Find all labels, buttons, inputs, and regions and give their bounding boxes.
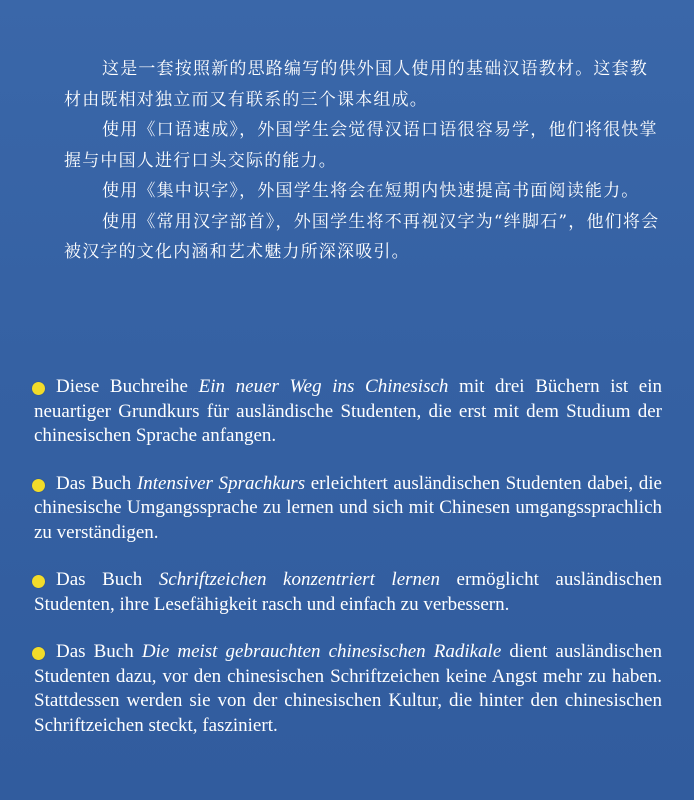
chinese-paragraph-intro: 这是一套按照新的思路编写的供外国人使用的基础汉语教材。这套教材由既相对独立而又有联系的三个课本组成。: [64, 59, 648, 110]
german-item-radicals: [34, 640, 662, 738]
yellow-bullet-icon: [32, 575, 45, 588]
book-title: Die meist gebrauchten chinesischen Radikale: [141, 641, 502, 662]
german-item-text: Das Buch Intensiver Sprachkurs erleichtert ausländischen Studenten dabei, die chinesische Umgangssprache zu lernen und sich mit Chinesen umgangssprachlich zu verständigen.: [34, 472, 662, 543]
chinese-description: [64, 54, 664, 268]
book-title: Schriftzeichen konzentriert lernen: [158, 569, 440, 590]
german-item-text: Das Buch Schriftzeichen konzentriert lernen ermöglicht ausländischen Studenten, ihre Lesefähigkeit rasch und einfach zu verbessern.: [34, 569, 663, 615]
book-title: Intensiver Sprachkurs: [136, 472, 306, 494]
chinese-paragraph-characters: 使用《集中识字》，外国学生将会在短期内快速提高书面阅读能力。: [102, 181, 640, 201]
yellow-bullet-icon: [32, 647, 45, 660]
yellow-bullet-icon: [32, 382, 45, 395]
german-item-speaking: [34, 472, 662, 546]
german-item-text: Das Buch Die meist gebrauchten chinesischen Radikale dient ausländischen Studenten dazu, vor den chinesischen Schriftzeichen keine Angst mehr zu haben. Stattdessen werden sie von der chinesischen Kultur, die hinter den chinesischen Schriftzeichen steckt, fasziniert.: [34, 641, 663, 736]
book-title: Ein neuer Weg ins Chinesisch: [198, 376, 449, 397]
german-item-series: [34, 375, 662, 449]
german-item-characters: [34, 568, 662, 617]
chinese-paragraph-speaking: 使用《口语速成》，外国学生会觉得汉语口语很容易学，他们将很快掌握与中国人进行口头交际的能力。: [64, 120, 658, 171]
chinese-paragraph-radicals: 使用《常用汉字部首》，外国学生将不再视汉字为“绊脚石”，他们将会被汉字的文化内涵和艺术魅力所深深吸引。: [64, 211, 660, 262]
german-description: [34, 375, 662, 761]
german-item-text: Diese Buchreihe Ein neuer Weg ins Chinesisch mit drei Büchern ist ein neuartiger Grundkurs für ausländische Studenten, die erst mit dem Studium der chinesischen Sprache anfangen.: [34, 376, 663, 446]
yellow-bullet-icon: [32, 479, 45, 492]
